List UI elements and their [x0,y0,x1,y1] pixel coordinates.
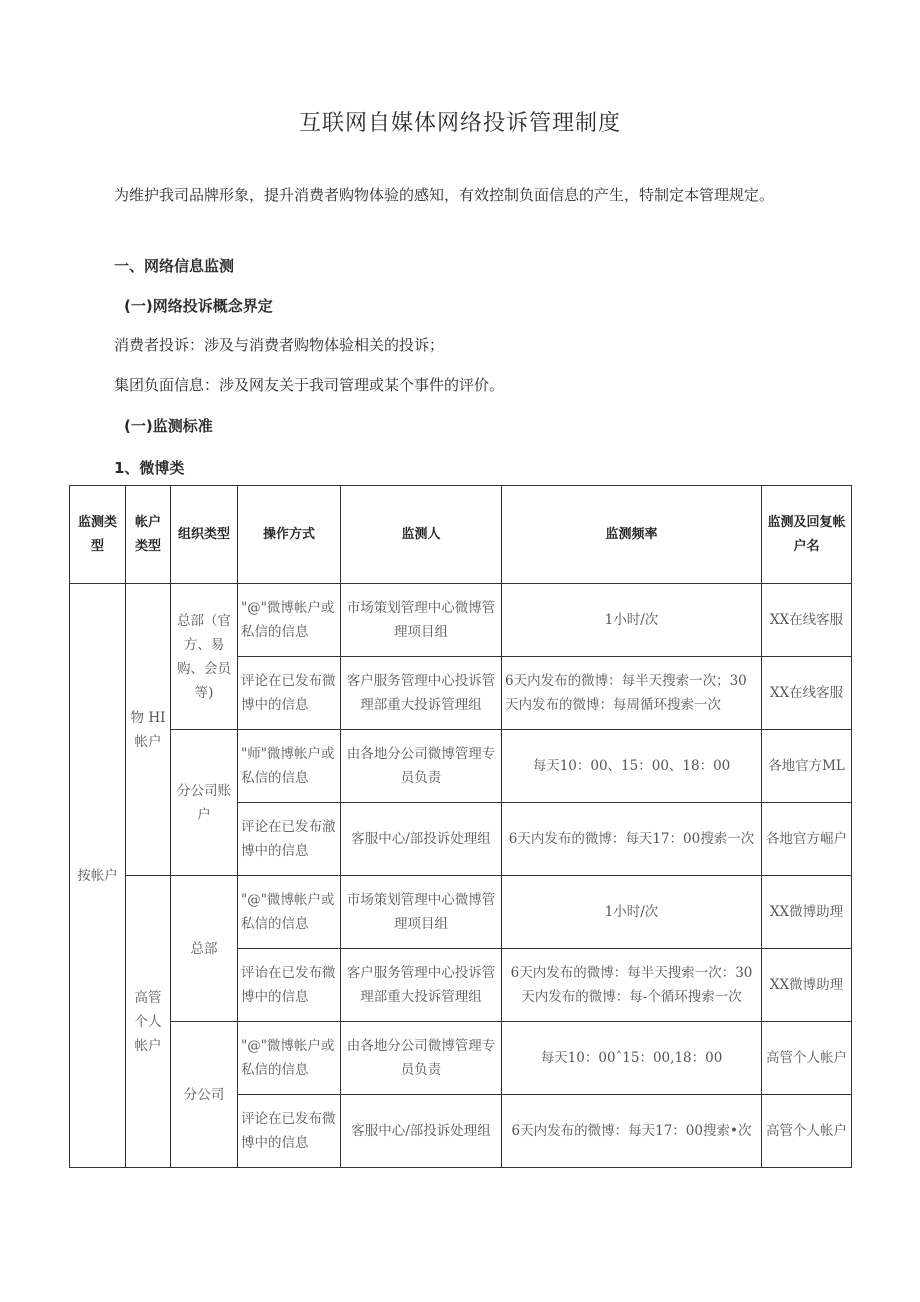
cell-reply: 高管个人帐户 [762,1095,852,1168]
cell-op: 评论在已发布微博中的信息 [238,657,341,730]
table-row [70,1022,852,1095]
cell-reply: 各地官方ML [762,730,852,803]
cell-reply: XX微博助理 [762,876,852,949]
cell-op: 评诒在已发布微博中的信息 [238,949,341,1022]
cell-group-b: 高管个人帐户 [126,876,171,1168]
cell-op: "@"微博帐户或私信的信息 [238,876,341,949]
table-header-row [70,486,852,584]
cell-reply: XX微博助理 [762,949,852,1022]
cell-reply: 各地官方崛户 [762,803,852,876]
cell-freq: 1小时/次 [502,584,762,657]
cell-monitor: 由各地分公司微博管理专员负责 [341,1022,502,1095]
cell-op: 评论在已发布微博中的信息 [238,1095,341,1168]
section-heading-monitoring: 一、网络信息监测 [114,257,235,275]
consumer-complaint-definition: 消费者投诉：涉及与消费者购物体验相关的投诉； [114,336,445,354]
cell-op: 评论在已发布澈博中的信息 [238,803,341,876]
subsection-heading-standard: (一)监测标准 [124,417,213,435]
header-monitor-person: 监测人 [341,486,502,584]
cell-freq: 1小时/次 [502,876,762,949]
cell-org-branch: 分公司 [171,1022,238,1168]
cell-reply: XX在线客服 [762,584,852,657]
intro-paragraph: 为维护我司品牌形象，提升消费者购物体验的感知，有效控制负面信息的产生，特制定本管理规定。 [114,186,775,204]
header-operation: 操作方式 [238,486,341,584]
table-row [70,876,852,949]
cell-monitor: 市场策划管理中心微博管理项目组 [341,876,502,949]
cell-monitor: 客户服务管理中心投诉管理部重大投诉管理组 [341,949,502,1022]
weibo-category-heading: 1、微博类 [114,459,185,477]
cell-op: "@"微博帐户或私信的信息 [238,584,341,657]
monitoring-table [69,485,852,1168]
cell-freq: 6天内发布的微博：每天17：00搜索•次 [502,1095,762,1168]
cell-freq: 每天10：00、15：00、18：00 [502,730,762,803]
subsection-heading-definition: (一)网络投诉概念界定 [124,297,273,315]
table-row [70,584,852,657]
header-monitor-type: 监测类型 [70,486,126,584]
cell-freq: 6天内发布的微博：每半天搜索一次；30天内发布的微博：每周循环搜索一次 [502,657,762,730]
cell-org-hq: 总部 [171,876,238,1022]
cell-monitor: 客服中心/部投诉处理组 [341,803,502,876]
header-org-type: 组织类型 [171,486,238,584]
header-reply-account: 监测及回复帐户名 [762,486,852,584]
header-account-type: 帐户类型 [126,486,171,584]
cell-op: "@"微博帐户或私信的信息 [238,1022,341,1095]
header-frequency: 监测频率 [502,486,762,584]
group-negative-definition: 集团负面信息：涉及网友关于我司管理或某个事件的评价。 [114,376,505,394]
cell-monitor: 客服中心/部投诉处理组 [341,1095,502,1168]
document-title: 互联网自媒体网络投诉管理制度 [298,111,621,136]
cell-freq: 6天内发布的微博：每半天搜索一次：30天内发布的微博：每-个循环搜索一次 [502,949,762,1022]
cell-group-a: 物 HI 帐户 [126,584,171,876]
cell-freq: 每天10：00ˆ15：00,18：00 [502,1022,762,1095]
table-row [70,730,852,803]
cell-monitor: 客户服务管理中心投诉管理部重大投诉管理组 [341,657,502,730]
cell-monitor: 由各地分公司微博管理专员负责 [341,730,502,803]
cell-monitor: 市场策划管理中心微博管理项目组 [341,584,502,657]
cell-reply: 高管个人帐户 [762,1022,852,1095]
cell-op: "师"微博帐户或私信的信息 [238,730,341,803]
cell-org-hq-official: 总部（官方、易购、会员等) [171,584,238,730]
cell-org-branch-account: 分公司账户 [171,730,238,876]
cell-freq: 6天内发布的微博：每天17：00搜索一次 [502,803,762,876]
cell-by-account: 按帐户 [70,584,126,1168]
cell-reply: XX在线客服 [762,657,852,730]
